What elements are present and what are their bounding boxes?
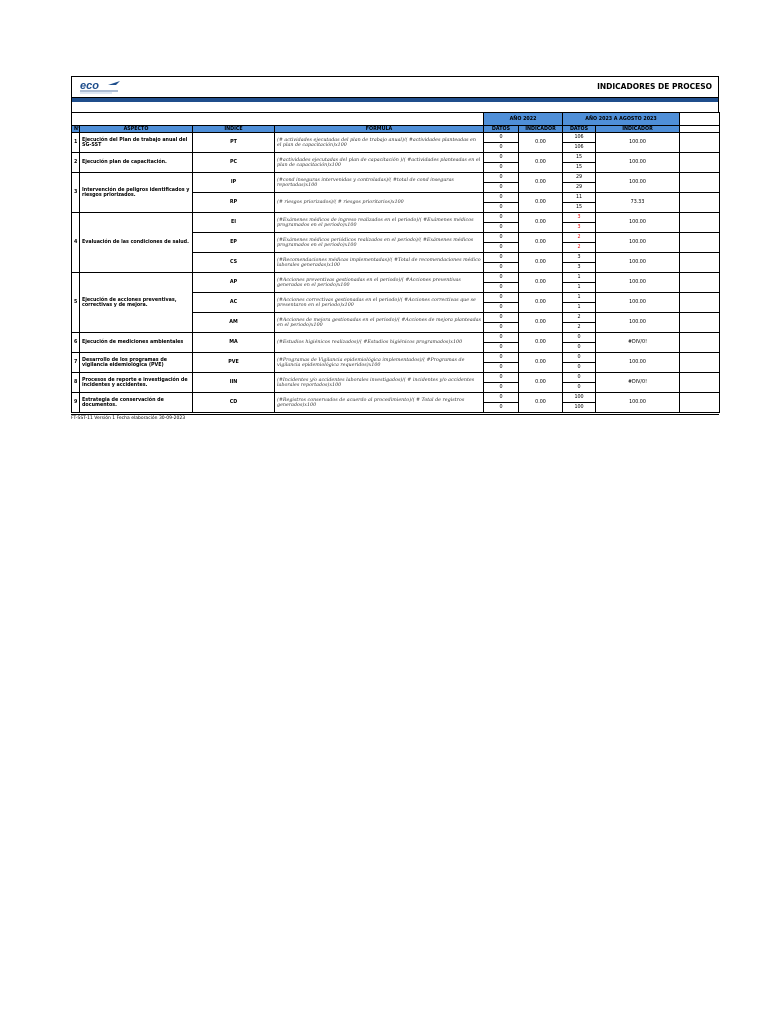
indicator-2023-value: #DIV/0! — [596, 373, 680, 393]
data-2022-denominator: 0 — [484, 283, 519, 293]
indicator-index: EI — [193, 213, 275, 233]
indicator-2022-value: 0.00 — [519, 373, 563, 393]
aspect-text: Ejecución de mediciones ambientales — [80, 333, 193, 353]
logo-text: eco — [80, 80, 99, 92]
indicator-index: PT — [193, 133, 275, 153]
data-2023-numerator: 1 — [563, 273, 596, 283]
col-datos-2022: DATOS — [484, 126, 519, 133]
aspect-text: Ejecución del Plan de trabajo anual del SG-SST — [80, 133, 193, 153]
aspect-number: 5 — [72, 273, 80, 333]
data-2023-denominator: 1 — [563, 303, 596, 313]
table-row — [72, 393, 720, 403]
indicator-index: AM — [193, 313, 275, 333]
data-2023-denominator: 3 — [563, 263, 596, 273]
indicator-index: AC — [193, 293, 275, 313]
data-2023-denominator: 0 — [563, 383, 596, 393]
indicator-formula: (# riesgos priorizados)/( # riesgos prioritarios)x100 — [275, 193, 484, 213]
indicator-2022-value: 0.00 — [519, 153, 563, 173]
aspect-number: 2 — [72, 153, 80, 173]
data-2022-numerator: 0 — [484, 173, 519, 183]
data-2023-numerator: 3 — [563, 253, 596, 263]
aspect-text: Ejecución de acciones preventivas, correctivas y de mejora. — [80, 273, 193, 333]
data-2023-denominator: 3 — [563, 223, 596, 233]
indicators-table — [71, 112, 720, 413]
indicator-2023-value: 100.00 — [596, 253, 680, 273]
aspect-number: 7 — [72, 353, 80, 373]
indicator-index: IP — [193, 173, 275, 193]
indicator-formula: (#Registros conservados de acuerdo al procedimiento)/( # Total de registros generados)x100 — [275, 393, 484, 413]
table-row — [72, 333, 720, 343]
table-row — [72, 153, 720, 163]
indicator-2023-value: 100.00 — [596, 293, 680, 313]
indicator-index: CD — [193, 393, 275, 413]
indicator-2023-value: 100.00 — [596, 153, 680, 173]
indicator-index: RP — [193, 193, 275, 213]
col-datos-2023: DATOS — [563, 126, 596, 133]
eco-logo — [78, 79, 138, 95]
data-2022-numerator: 0 — [484, 353, 519, 363]
data-2023-denominator: 15 — [563, 203, 596, 213]
aspect-number: 1 — [72, 133, 80, 153]
indicator-formula: (#Recomendaciones médicas implementadas)/( #Total de recomendaciones médico laborales generadas)x100 — [275, 253, 484, 273]
data-2022-numerator: 0 — [484, 393, 519, 403]
data-2022-denominator: 0 — [484, 303, 519, 313]
col-formula: FORMULA — [275, 126, 484, 133]
indicator-index: CS — [193, 253, 275, 273]
data-2023-denominator: 2 — [563, 323, 596, 333]
data-2022-numerator: 0 — [484, 253, 519, 263]
indicator-2023-value: 100.00 — [596, 133, 680, 153]
table-row — [72, 273, 720, 283]
data-2022-denominator: 0 — [484, 243, 519, 253]
data-2023-numerator: 3 — [563, 213, 596, 223]
aspect-number: 4 — [72, 213, 80, 273]
indicator-2022-value: 0.00 — [519, 273, 563, 293]
aspect-text: Desarrollo de los programas de vigilancia eidemiológica (PVE) — [80, 353, 193, 373]
data-2022-denominator: 0 — [484, 263, 519, 273]
data-2022-numerator: 0 — [484, 213, 519, 223]
data-2023-numerator: 1 — [563, 293, 596, 303]
aspect-text: Ejecución plan de capacitación. — [80, 153, 193, 173]
table-row — [72, 373, 720, 383]
indicator-formula: (#Exámenes médicos periódicos realizados en el periodo)/( #Exámenes médicos programados en el periodo)x100 — [275, 233, 484, 253]
data-2022-denominator: 0 — [484, 323, 519, 333]
col-indicador-2023: INDICADOR — [596, 126, 680, 133]
indicator-2022-value: 0.00 — [519, 173, 563, 193]
indicator-formula: (#cond inseguras intervenidas y controladas)/( #total de cond inseguras reportadas)x100 — [275, 173, 484, 193]
col-indicador-2022: INDICADOR — [519, 126, 563, 133]
indicator-2023-value: 100.00 — [596, 233, 680, 253]
indicator-2023-value: 100.00 — [596, 313, 680, 333]
indicator-2023-value: 100.00 — [596, 213, 680, 233]
indicator-2022-value: 0.00 — [519, 353, 563, 373]
indicators-sheet — [71, 76, 719, 421]
indicator-index: PC — [193, 153, 275, 173]
indicator-formula: (#Estudios higiénicos realizados)/( #Estudios higiénicos programados)x100 — [275, 333, 484, 353]
data-2022-numerator: 0 — [484, 273, 519, 283]
indicator-2023-value: 100.00 — [596, 273, 680, 293]
indicator-2022-value: 0.00 — [519, 133, 563, 153]
table-row — [72, 173, 720, 183]
indicator-formula: (#Exámenes médicos de ingreso realizados en el periodo)/( #Exámenes médicos programados en el periodo)x100 — [275, 213, 484, 233]
indicator-2023-value: #DIV/0! — [596, 333, 680, 353]
aspect-text: Procesos de reporte e investigación de incidentes y accidentes. — [80, 373, 193, 393]
indicator-formula: (#Acciones preventivas gestionadas en el periodo)/( #Acciones preventivas generadas en el periodo)x100 — [275, 273, 484, 293]
data-2022-numerator: 0 — [484, 233, 519, 243]
aspect-number: 8 — [72, 373, 80, 393]
table-row — [72, 213, 720, 223]
table-row — [72, 133, 720, 143]
data-2023-numerator: 0 — [563, 373, 596, 383]
indicator-index: AP — [193, 273, 275, 293]
indicator-2022-value: 0.00 — [519, 313, 563, 333]
table-row — [72, 353, 720, 363]
data-2023-numerator: 106 — [563, 133, 596, 143]
col-aspecto: ASPECTO — [80, 126, 193, 133]
indicator-2023-value: 100.00 — [596, 173, 680, 193]
col-no: N° — [72, 126, 80, 133]
aspect-number: 9 — [72, 393, 80, 413]
data-2023-numerator: 100 — [563, 393, 596, 403]
data-2022-numerator: 0 — [484, 333, 519, 343]
indicator-2023-value: 100.00 — [596, 393, 680, 413]
data-2023-numerator: 11 — [563, 193, 596, 203]
data-2022-denominator: 0 — [484, 343, 519, 353]
data-2023-denominator: 2 — [563, 243, 596, 253]
indicator-formula: (#actividades ejecutadas del plan de capacitación )/( #actividades planteadas en el plan de capacitación)x100 — [275, 153, 484, 173]
indicator-2023-value: 100.00 — [596, 353, 680, 373]
year-2022-header: AÑO 2022 — [484, 113, 563, 126]
indicator-2022-value: 0.00 — [519, 393, 563, 413]
document-footer: FT-SST-11 Versión 1 Fecha elaboración 30-09-2023 — [71, 414, 719, 421]
data-2022-denominator: 0 — [484, 183, 519, 193]
data-2023-denominator: 0 — [563, 343, 596, 353]
indicator-formula: (#Acciones correctivas gestionadas en el periodo)/( #Acciones correctivas que se presentaron en el periodo)x100 — [275, 293, 484, 313]
data-2022-numerator: 0 — [484, 193, 519, 203]
sheet-title: INDICADORES DE PROCESO — [597, 82, 712, 91]
data-2022-numerator: 0 — [484, 153, 519, 163]
indicator-2022-value: 0.00 — [519, 193, 563, 213]
data-2023-denominator: 106 — [563, 143, 596, 153]
data-2022-denominator: 0 — [484, 383, 519, 393]
data-2022-denominator: 0 — [484, 223, 519, 233]
data-2023-numerator: 15 — [563, 153, 596, 163]
data-2023-denominator: 1 — [563, 283, 596, 293]
indicator-index: PVE — [193, 353, 275, 373]
indicator-index: MA — [193, 333, 275, 353]
data-2022-denominator: 0 — [484, 363, 519, 373]
data-2022-denominator: 0 — [484, 163, 519, 173]
data-2023-numerator: 2 — [563, 313, 596, 323]
data-2023-numerator: 0 — [563, 353, 596, 363]
data-2022-numerator: 0 — [484, 133, 519, 143]
indicator-formula: (#Incidentes y/o accidentes laborales investigados)/( # incidentes y/o accidentes laborales reportados)x100 — [275, 373, 484, 393]
indicator-index: IIN — [193, 373, 275, 393]
data-2022-denominator: 0 — [484, 403, 519, 413]
year-2023-header: AÑO 2023 A AGOSTO 2023 — [563, 113, 680, 126]
indicator-2022-value: 0.00 — [519, 293, 563, 313]
indicator-formula: (#Acciones de mejora gestionadas en el periodo)/( #Acciones de mejora planteadas en el periodo)x100 — [275, 313, 484, 333]
aspect-number: 6 — [72, 333, 80, 353]
data-2023-numerator: 2 — [563, 233, 596, 243]
data-2022-numerator: 0 — [484, 373, 519, 383]
data-2022-numerator: 0 — [484, 313, 519, 323]
data-2023-denominator: 0 — [563, 363, 596, 373]
indicator-formula: (#Programas de Vigilancia epidemiológica implementados)/( #Programas de vigilancia epidemiológica requeridos)x100 — [275, 353, 484, 373]
data-2023-numerator: 0 — [563, 333, 596, 343]
data-2023-denominator: 15 — [563, 163, 596, 173]
indicator-2022-value: 0.00 — [519, 253, 563, 273]
aspect-number: 3 — [72, 173, 80, 213]
indicator-2022-value: 0.00 — [519, 233, 563, 253]
indicator-index: EP — [193, 233, 275, 253]
indicator-2022-value: 0.00 — [519, 333, 563, 353]
aspect-text: Estrategia de conservación de documentos. — [80, 393, 193, 413]
data-2023-numerator: 29 — [563, 173, 596, 183]
aspect-text: Intervención de peligros identificados y riesgos priorizados. — [80, 173, 193, 213]
data-2023-denominator: 100 — [563, 403, 596, 413]
data-2023-denominator: 29 — [563, 183, 596, 193]
col-indice: INDICE — [193, 126, 275, 133]
aspect-text: Evaluación de las condiciones de salud. — [80, 213, 193, 273]
sheet-header — [71, 76, 719, 98]
indicator-formula: (# actividades ejecutadas del plan de trabajo anual)/( #actividades planteadas en el plan de capacitación)x100 — [275, 133, 484, 153]
data-2022-denominator: 0 — [484, 203, 519, 213]
indicator-2022-value: 0.00 — [519, 213, 563, 233]
data-2022-numerator: 0 — [484, 293, 519, 303]
data-2022-denominator: 0 — [484, 143, 519, 153]
indicator-2023-value: 73.33 — [596, 193, 680, 213]
